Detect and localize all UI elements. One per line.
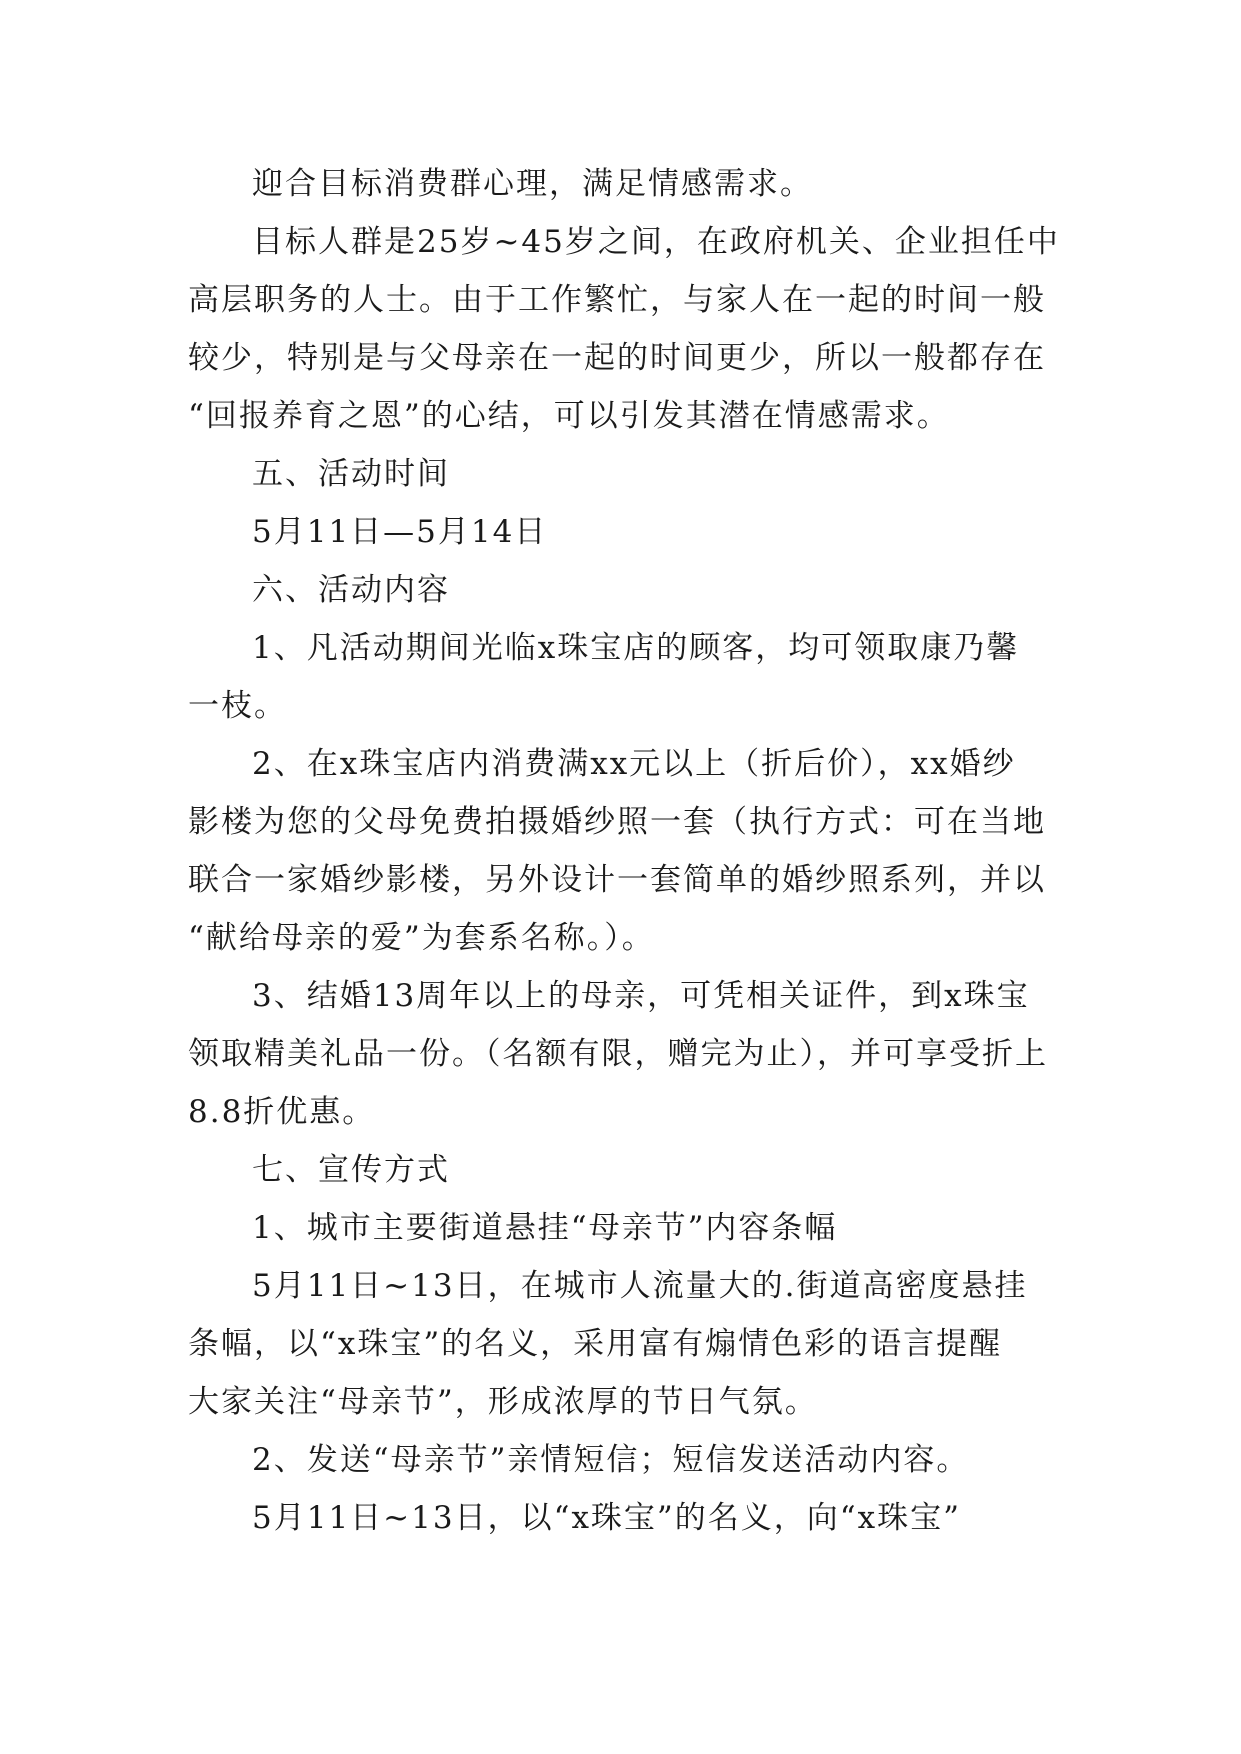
- text-line: 1、城市主要街道悬挂“母亲节”内容条幅: [252, 1210, 838, 1246]
- text-line: 5月11日~13日，以“x珠宝”的名义，向“x珠宝”: [252, 1500, 961, 1536]
- text-line: 较少，特别是与父母亲在一起的时间更少，所以一般都存在: [188, 340, 1046, 376]
- text-line: 影楼为您的父母免费拍摄婚纱照一套（执行方式：可在当地: [188, 804, 1046, 840]
- text-line: 目标人群是25岁~45岁之间，在政府机关、企业担任中: [252, 224, 1060, 260]
- text-line: 3、结婚13周年以上的母亲，可凭相关证件，到x珠宝: [252, 978, 1030, 1014]
- text-line: 大家关注“母亲节”，形成浓厚的节日气氛。: [188, 1384, 818, 1420]
- section-heading: 七、宣传方式: [252, 1152, 450, 1188]
- text-line: 领取精美礼品一份。（名额有限，赠完为止），并可享受折上: [188, 1036, 1048, 1072]
- document-body: [188, 155, 1060, 1547]
- text-line: 1、凡活动期间光临x珠宝店的顾客，均可领取康乃馨: [252, 630, 1020, 666]
- text-line: “回报养育之恩”的心结，可以引发其潜在情感需求。: [188, 398, 950, 434]
- text-line: 8.8折优惠。: [188, 1094, 376, 1130]
- text-line: 高层职务的人士。由于工作繁忙，与家人在一起的时间一般: [188, 282, 1046, 318]
- text-line: 迎合目标消费群心理，满足情感需求。: [252, 166, 813, 202]
- text-line: 5月11日~13日，在城市人流量大的.街道高密度悬挂: [252, 1268, 1028, 1304]
- text-line: 5月11日—5月14日: [252, 514, 548, 550]
- text-line: “献给母亲的爱”为套系名称。）。: [188, 920, 655, 956]
- text-line: 一枝。: [188, 688, 287, 724]
- section-heading: 五、活动时间: [252, 456, 450, 492]
- text-line: 2、在x珠宝店内消费满xx元以上（折后价），xx婚纱: [252, 746, 1016, 782]
- text-line: 条幅，以“x珠宝”的名义，采用富有煽情色彩的语言提醒: [188, 1326, 1003, 1362]
- text-line: 联合一家婚纱影楼，另外设计一套简单的婚纱照系列，并以: [188, 862, 1046, 898]
- text-line: 2、发送“母亲节”亲情短信；短信发送活动内容。: [252, 1442, 970, 1478]
- section-heading: 六、活动内容: [252, 572, 450, 608]
